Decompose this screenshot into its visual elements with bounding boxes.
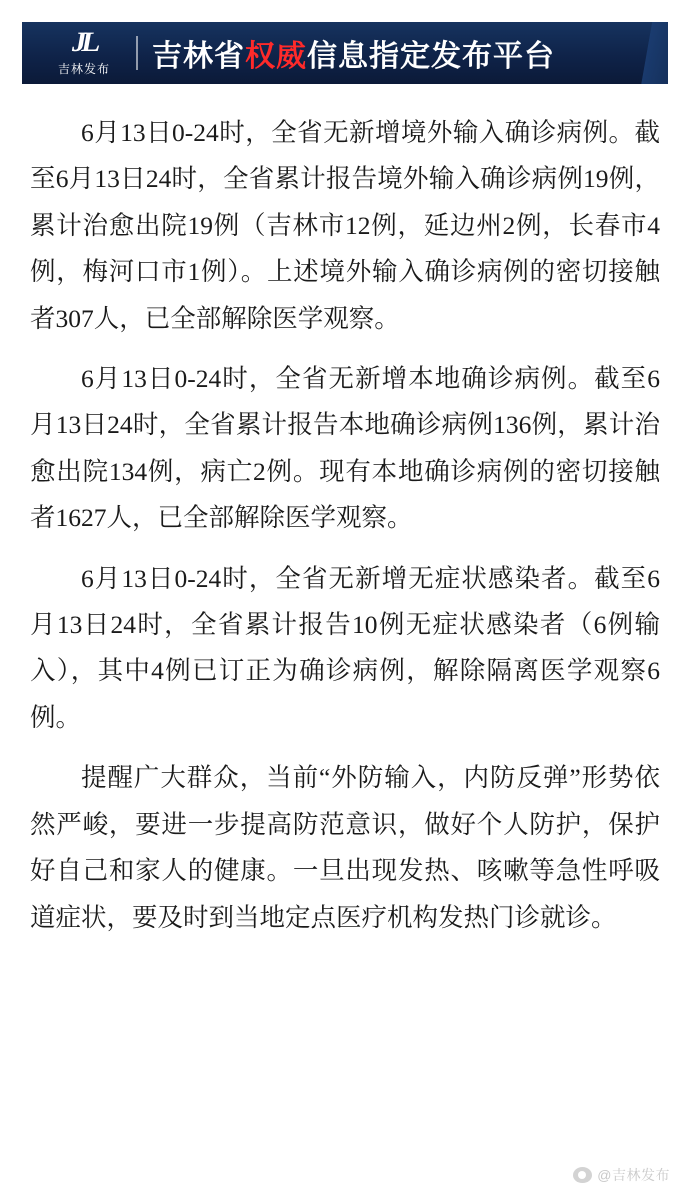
site-banner — [22, 22, 668, 84]
paragraph: 提醒广大群众，当前“外防输入，内防反弹”形势依然严峻，要进一步提高防范意识，做好个人防护，保护好自己和家人的健康。一旦出现发热、咳嗽等急性呼吸道症状，要及时到当地定点医疗机构发热门诊就诊。 — [30, 763, 660, 932]
banner-divider — [136, 36, 138, 70]
banner-title-lead: 吉林省 — [152, 40, 245, 73]
paragraph: 6月13日0-24时，全省无新增本地确诊病例。截至6月13日24时，全省累计报告本地确诊病例136例，累计治愈出院134例，病亡2例。现有本地确诊病例的密切接触者1627人，已全部解除医学观察。 — [30, 364, 660, 533]
watermark-text: @吉林发布 — [597, 1167, 670, 1183]
weibo-watermark — [573, 1165, 670, 1185]
paragraph: 6月13日0-24时，全省无新增无症状感染者。截至6月13日24时，全省累计报告10例无症状感染者（6例输入），其中4例已订正为确诊病例，解除隔离医学观察6例。 — [30, 563, 660, 732]
weibo-icon — [573, 1167, 592, 1183]
paragraph: 6月13日0-24时，全省无新增境外输入确诊病例。截至6月13日24时，全省累计报告境外输入确诊病例19例，累计治愈出院19例（吉林市12例，延边州2例，长春市4例，梅河口市1例）。上述境外输入确诊病例的密切接触者307人，已全部解除医学观察。 — [30, 118, 660, 333]
article-body — [0, 84, 690, 941]
logo-wordmark: 吉林发布 — [57, 62, 110, 76]
banner-title — [152, 31, 555, 75]
jilin-logo — [38, 27, 130, 79]
banner-title-highlight: 权威 — [245, 40, 307, 73]
banner-title-tail: 信息指定发布平台 — [307, 40, 555, 73]
logo-monogram: JL — [69, 27, 100, 58]
